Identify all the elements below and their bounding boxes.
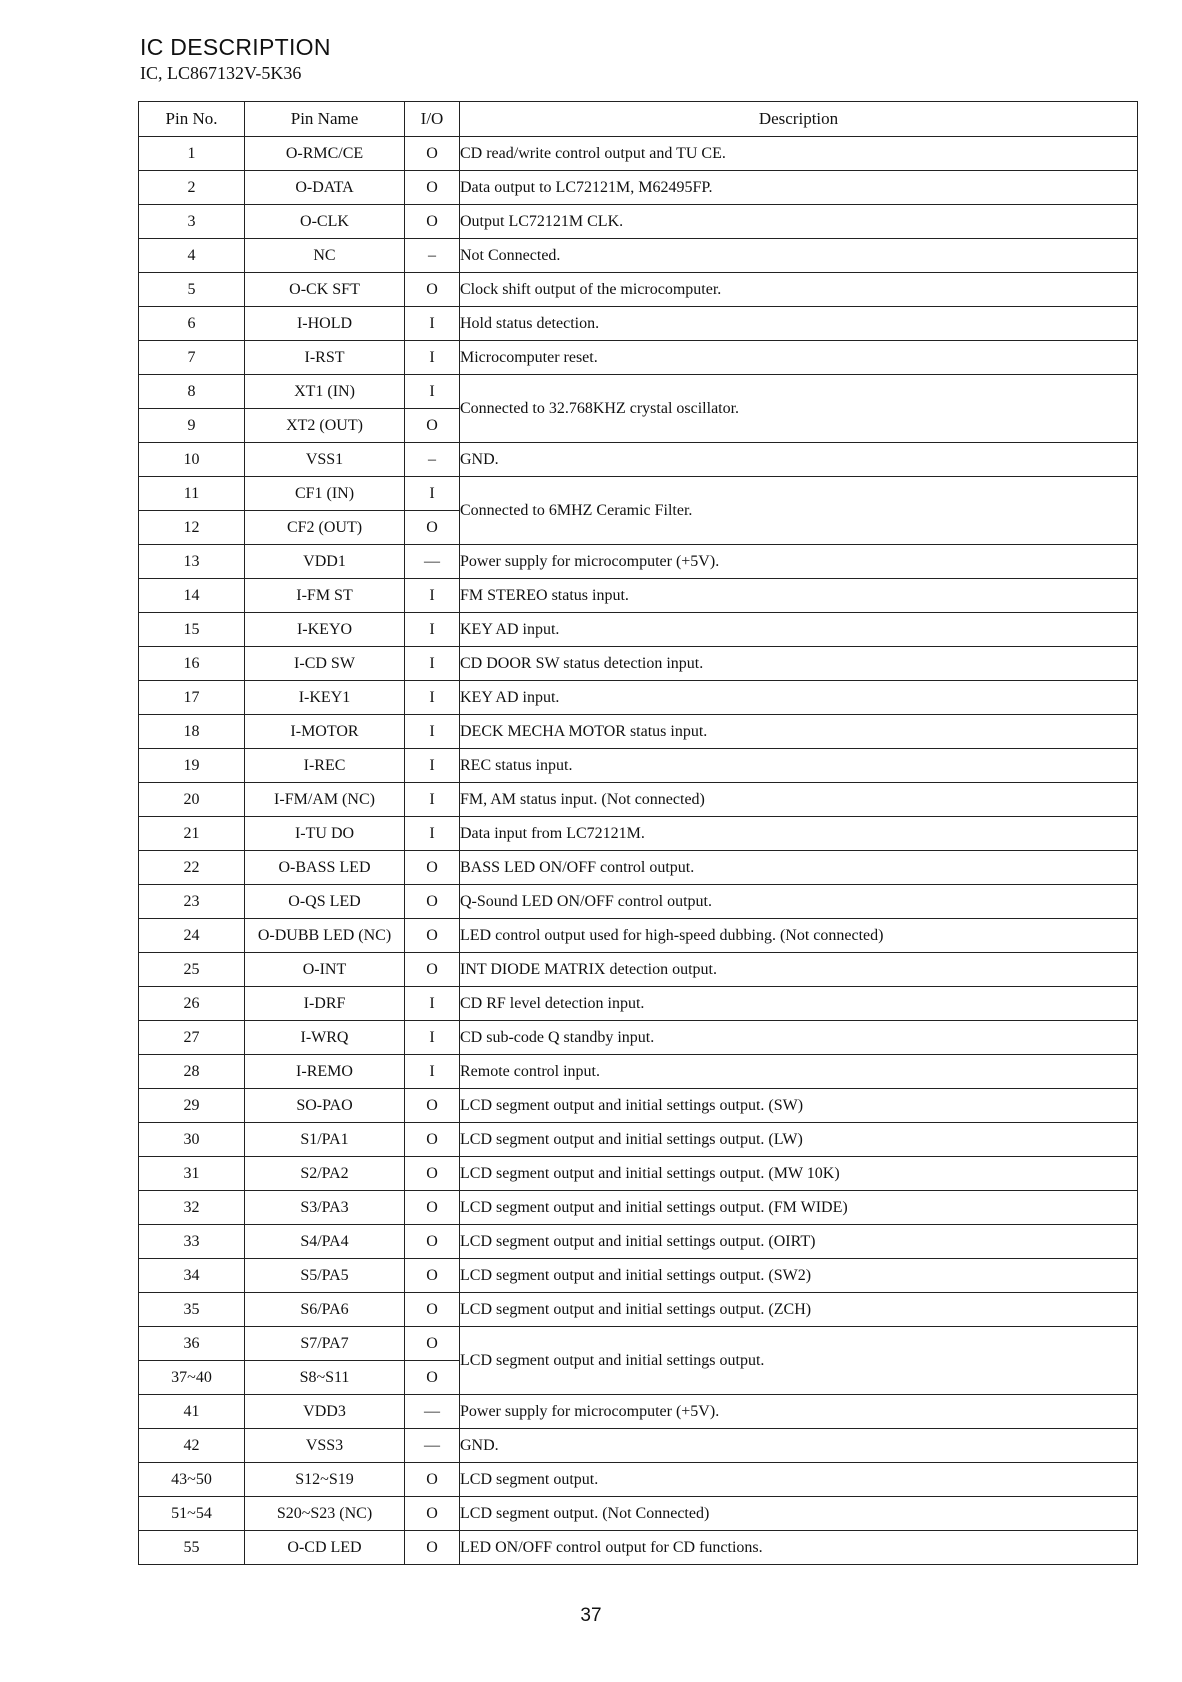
pin-number-cell: 41 — [139, 1395, 245, 1429]
pin-name-cell: O-INT — [245, 953, 405, 987]
io-cell: O — [405, 1089, 460, 1123]
pin-name-cell: S6/PA6 — [245, 1293, 405, 1327]
pin-name-cell: S1/PA1 — [245, 1123, 405, 1157]
pin-name-cell: I-REMO — [245, 1055, 405, 1089]
description-cell: LCD segment output and initial settings output. — [460, 1327, 1138, 1395]
pin-name-cell: O-BASS LED — [245, 851, 405, 885]
pin-number-cell: 33 — [139, 1225, 245, 1259]
pin-number-cell: 23 — [139, 885, 245, 919]
io-cell: O — [405, 1259, 460, 1293]
pin-name-cell: O-CD LED — [245, 1531, 405, 1565]
pin-name-cell: NC — [245, 239, 405, 273]
table-row — [139, 919, 1138, 953]
pin-number-cell: 5 — [139, 273, 245, 307]
pin-number-cell: 35 — [139, 1293, 245, 1327]
table-row — [139, 1157, 1138, 1191]
description-cell: BASS LED ON/OFF control output. — [460, 851, 1138, 885]
io-cell: I — [405, 375, 460, 409]
io-cell: I — [405, 647, 460, 681]
pin-number-cell: 36 — [139, 1327, 245, 1361]
table-row — [139, 953, 1138, 987]
pin-number-cell: 30 — [139, 1123, 245, 1157]
pin-name-cell: O-DUBB LED (NC) — [245, 919, 405, 953]
table-row — [139, 681, 1138, 715]
table-row — [139, 443, 1138, 477]
pin-number-cell: 28 — [139, 1055, 245, 1089]
description-cell: Remote control input. — [460, 1055, 1138, 1089]
pin-name-cell: I-DRF — [245, 987, 405, 1021]
description-cell: LCD segment output. (Not Connected) — [460, 1497, 1138, 1531]
pin-number-cell: 32 — [139, 1191, 245, 1225]
io-cell: I — [405, 783, 460, 817]
table-row — [139, 987, 1138, 1021]
pin-name-cell: O-QS LED — [245, 885, 405, 919]
table-body — [139, 137, 1138, 1565]
table-row — [139, 1089, 1138, 1123]
description-cell: Data input from LC72121M. — [460, 817, 1138, 851]
table-row — [139, 1395, 1138, 1429]
io-cell: I — [405, 341, 460, 375]
pin-name-cell: O-CLK — [245, 205, 405, 239]
io-cell: O — [405, 1191, 460, 1225]
table-row — [139, 1259, 1138, 1293]
description-cell: CD DOOR SW status detection input. — [460, 647, 1138, 681]
io-cell: — — [405, 1429, 460, 1463]
description-cell: LED control output used for high-speed dubbing. (Not connected) — [460, 919, 1138, 953]
io-cell: O — [405, 1497, 460, 1531]
pin-name-cell: S5/PA5 — [245, 1259, 405, 1293]
header-io: I/O — [405, 102, 460, 137]
table-row — [139, 1021, 1138, 1055]
pin-number-cell: 17 — [139, 681, 245, 715]
pin-number-cell: 10 — [139, 443, 245, 477]
io-cell: I — [405, 1055, 460, 1089]
io-cell: — — [405, 545, 460, 579]
io-cell: O — [405, 919, 460, 953]
table-row — [139, 749, 1138, 783]
io-cell: O — [405, 1463, 460, 1497]
pin-name-cell: I-REC — [245, 749, 405, 783]
description-cell: Connected to 6MHZ Ceramic Filter. — [460, 477, 1138, 545]
pin-number-cell: 42 — [139, 1429, 245, 1463]
description-cell: Hold status detection. — [460, 307, 1138, 341]
pin-number-cell: 27 — [139, 1021, 245, 1055]
table-row — [139, 1463, 1138, 1497]
io-cell: O — [405, 1293, 460, 1327]
io-cell: O — [405, 1123, 460, 1157]
table-row — [139, 885, 1138, 919]
pin-name-cell: I-TU DO — [245, 817, 405, 851]
description-cell: Q-Sound LED ON/OFF control output. — [460, 885, 1138, 919]
pin-name-cell: VDD3 — [245, 1395, 405, 1429]
description-cell: Output LC72121M CLK. — [460, 205, 1138, 239]
pin-name-cell: O-CK SFT — [245, 273, 405, 307]
io-cell: I — [405, 681, 460, 715]
io-cell: I — [405, 307, 460, 341]
description-cell: LCD segment output. — [460, 1463, 1138, 1497]
pin-number-cell: 1 — [139, 137, 245, 171]
pin-number-cell: 16 — [139, 647, 245, 681]
description-cell: CD sub-code Q standby input. — [460, 1021, 1138, 1055]
description-cell: LCD segment output and initial settings output. (FM WIDE) — [460, 1191, 1138, 1225]
pin-name-cell: I-HOLD — [245, 307, 405, 341]
pin-number-cell: 24 — [139, 919, 245, 953]
io-cell: I — [405, 579, 460, 613]
header-pin-name: Pin Name — [245, 102, 405, 137]
table-header-row — [139, 102, 1138, 137]
io-cell: O — [405, 171, 460, 205]
table-row — [139, 137, 1138, 171]
pin-number-cell: 12 — [139, 511, 245, 545]
io-cell: I — [405, 1021, 460, 1055]
io-cell: O — [405, 885, 460, 919]
io-cell: I — [405, 749, 460, 783]
pin-number-cell: 51~54 — [139, 1497, 245, 1531]
table-row — [139, 1327, 1138, 1361]
io-cell: I — [405, 613, 460, 647]
document-subtitle: IC, LC867132V-5K36 — [140, 63, 302, 83]
io-cell: O — [405, 511, 460, 545]
table-row — [139, 1531, 1138, 1565]
io-cell: O — [405, 1531, 460, 1565]
table-row — [139, 647, 1138, 681]
io-cell: O — [405, 205, 460, 239]
description-cell: KEY AD input. — [460, 681, 1138, 715]
io-cell: O — [405, 273, 460, 307]
pin-name-cell: VSS1 — [245, 443, 405, 477]
table-row — [139, 375, 1138, 409]
pin-description-table — [138, 101, 1138, 1565]
pin-name-cell: S20~S23 (NC) — [245, 1497, 405, 1531]
pin-number-cell: 19 — [139, 749, 245, 783]
table-row — [139, 307, 1138, 341]
pin-number-cell: 11 — [139, 477, 245, 511]
pin-name-cell: VSS3 — [245, 1429, 405, 1463]
io-cell: — — [405, 1395, 460, 1429]
description-cell: LCD segment output and initial settings output. (SW) — [460, 1089, 1138, 1123]
pin-number-cell: 34 — [139, 1259, 245, 1293]
pin-name-cell: S7/PA7 — [245, 1327, 405, 1361]
pin-name-cell: S8~S11 — [245, 1361, 405, 1395]
description-cell: LCD segment output and initial settings output. (OIRT) — [460, 1225, 1138, 1259]
description-cell: REC status input. — [460, 749, 1138, 783]
io-cell: – — [405, 239, 460, 273]
table-row — [139, 1429, 1138, 1463]
pin-number-cell: 6 — [139, 307, 245, 341]
pin-number-cell: 29 — [139, 1089, 245, 1123]
description-cell: Microcomputer reset. — [460, 341, 1138, 375]
table-row — [139, 1055, 1138, 1089]
io-cell: O — [405, 953, 460, 987]
table-row — [139, 1497, 1138, 1531]
io-cell: I — [405, 987, 460, 1021]
pin-number-cell: 26 — [139, 987, 245, 1021]
pin-name-cell: SO-PAO — [245, 1089, 405, 1123]
table-row — [139, 851, 1138, 885]
description-cell: GND. — [460, 443, 1138, 477]
table-row — [139, 817, 1138, 851]
io-cell: – — [405, 443, 460, 477]
pin-number-cell: 18 — [139, 715, 245, 749]
description-cell: LCD segment output and initial settings output. (MW 10K) — [460, 1157, 1138, 1191]
pin-number-cell: 55 — [139, 1531, 245, 1565]
table-row — [139, 613, 1138, 647]
pin-number-cell: 31 — [139, 1157, 245, 1191]
pin-number-cell: 25 — [139, 953, 245, 987]
description-cell: LED ON/OFF control output for CD functions. — [460, 1531, 1138, 1565]
io-cell: O — [405, 409, 460, 443]
io-cell: I — [405, 477, 460, 511]
pin-name-cell: I-RST — [245, 341, 405, 375]
table-row — [139, 579, 1138, 613]
description-cell: Not Connected. — [460, 239, 1138, 273]
table-row — [139, 1191, 1138, 1225]
description-cell: Clock shift output of the microcomputer. — [460, 273, 1138, 307]
pin-name-cell: XT1 (IN) — [245, 375, 405, 409]
document-title: IC DESCRIPTION — [140, 34, 331, 60]
pin-number-cell: 2 — [139, 171, 245, 205]
pin-name-cell: O-RMC/CE — [245, 137, 405, 171]
io-cell: I — [405, 715, 460, 749]
pin-name-cell: I-FM ST — [245, 579, 405, 613]
pin-name-cell: S12~S19 — [245, 1463, 405, 1497]
pin-name-cell: I-MOTOR — [245, 715, 405, 749]
pin-name-cell: I-CD SW — [245, 647, 405, 681]
pin-name-cell: I-KEYO — [245, 613, 405, 647]
pin-name-cell: VDD1 — [245, 545, 405, 579]
table-row — [139, 477, 1138, 511]
pin-name-cell: XT2 (OUT) — [245, 409, 405, 443]
description-cell: Power supply for microcomputer (+5V). — [460, 545, 1138, 579]
description-cell: Power supply for microcomputer (+5V). — [460, 1395, 1138, 1429]
page-number: 37 — [580, 1605, 602, 1626]
table-row — [139, 273, 1138, 307]
description-cell: Data output to LC72121M, M62495FP. — [460, 171, 1138, 205]
io-cell: O — [405, 1361, 460, 1395]
pin-number-cell: 20 — [139, 783, 245, 817]
table-row — [139, 1225, 1138, 1259]
io-cell: O — [405, 137, 460, 171]
description-cell: INT DIODE MATRIX detection output. — [460, 953, 1138, 987]
table-row — [139, 205, 1138, 239]
pin-name-cell: CF1 (IN) — [245, 477, 405, 511]
description-cell: LCD segment output and initial settings output. (LW) — [460, 1123, 1138, 1157]
description-cell: CD read/write control output and TU CE. — [460, 137, 1138, 171]
pin-number-cell: 4 — [139, 239, 245, 273]
io-cell: I — [405, 817, 460, 851]
table-row — [139, 783, 1138, 817]
pin-name-cell: I-FM/AM (NC) — [245, 783, 405, 817]
table-row — [139, 1293, 1138, 1327]
io-cell: O — [405, 1157, 460, 1191]
table-row — [139, 545, 1138, 579]
description-cell: GND. — [460, 1429, 1138, 1463]
header-description: Description — [460, 102, 1138, 137]
table-row — [139, 171, 1138, 205]
pin-number-cell: 43~50 — [139, 1463, 245, 1497]
pin-number-cell: 9 — [139, 409, 245, 443]
pin-name-cell: S2/PA2 — [245, 1157, 405, 1191]
io-cell: O — [405, 1327, 460, 1361]
io-cell: O — [405, 1225, 460, 1259]
table-row — [139, 715, 1138, 749]
header-pin-no: Pin No. — [139, 102, 245, 137]
pin-number-cell: 13 — [139, 545, 245, 579]
io-cell: O — [405, 851, 460, 885]
description-cell: LCD segment output and initial settings output. (ZCH) — [460, 1293, 1138, 1327]
table-row — [139, 239, 1138, 273]
description-cell: CD RF level detection input. — [460, 987, 1138, 1021]
pin-name-cell: I-KEY1 — [245, 681, 405, 715]
pin-number-cell: 22 — [139, 851, 245, 885]
pin-number-cell: 3 — [139, 205, 245, 239]
pin-name-cell: CF2 (OUT) — [245, 511, 405, 545]
pin-number-cell: 7 — [139, 341, 245, 375]
table-row — [139, 341, 1138, 375]
pin-name-cell: S3/PA3 — [245, 1191, 405, 1225]
pin-name-cell: S4/PA4 — [245, 1225, 405, 1259]
pin-number-cell: 15 — [139, 613, 245, 647]
pin-number-cell: 37~40 — [139, 1361, 245, 1395]
description-cell: Connected to 32.768KHZ crystal oscillator. — [460, 375, 1138, 443]
description-cell: LCD segment output and initial settings output. (SW2) — [460, 1259, 1138, 1293]
description-cell: FM, AM status input. (Not connected) — [460, 783, 1138, 817]
table-row — [139, 1123, 1138, 1157]
description-cell: FM STEREO status input. — [460, 579, 1138, 613]
description-cell: KEY AD input. — [460, 613, 1138, 647]
pin-name-cell: O-DATA — [245, 171, 405, 205]
pin-number-cell: 21 — [139, 817, 245, 851]
description-cell: DECK MECHA MOTOR status input. — [460, 715, 1138, 749]
pin-name-cell: I-WRQ — [245, 1021, 405, 1055]
pin-number-cell: 14 — [139, 579, 245, 613]
pin-number-cell: 8 — [139, 375, 245, 409]
